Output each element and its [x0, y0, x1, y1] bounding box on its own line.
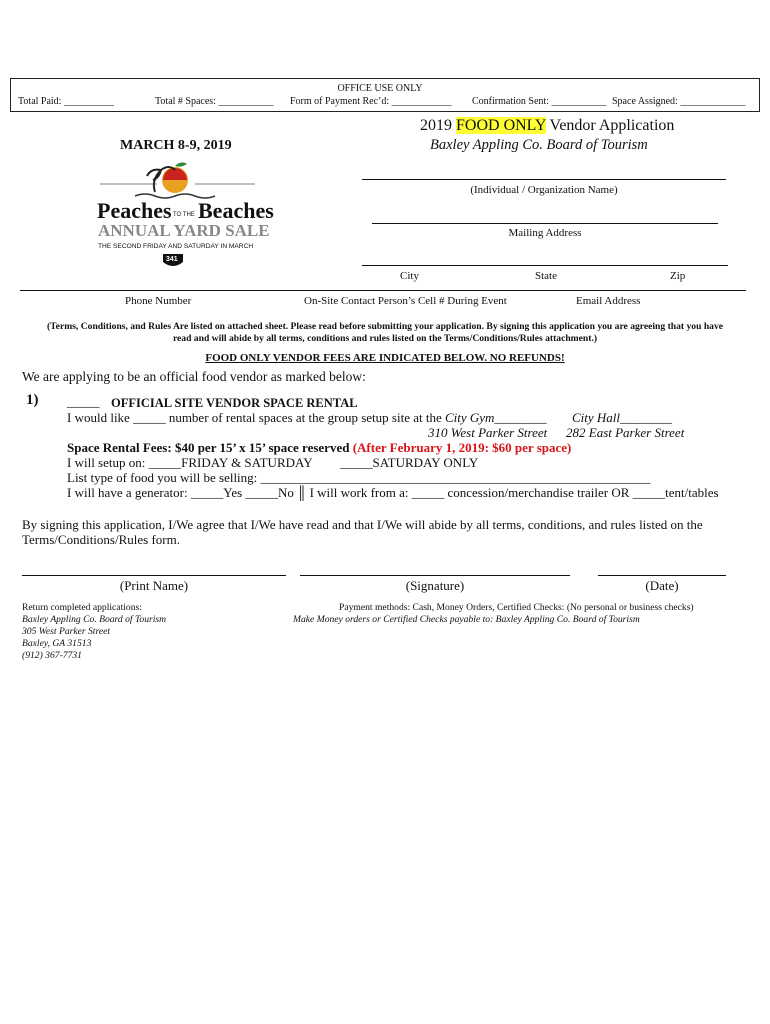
logo-tagline-text: THE SECOND FRIDAY AND SATURDAY IN MARCH [98, 243, 254, 250]
city-hall-blank[interactable]: ________ [620, 410, 673, 425]
return-city: Baxley, GA 31513 [22, 638, 92, 649]
address-label: Mailing Address [508, 227, 582, 239]
total-paid-field: Total Paid: __________ [18, 96, 114, 107]
phone-label: Phone Number [125, 295, 192, 307]
east-parker-address: 282 East Parker Street [566, 425, 685, 440]
event-date: MARCH 8-9, 2019 [120, 138, 232, 153]
section-heading: OFFICIAL SITE VENDOR SPACE RENTAL [111, 396, 358, 410]
contact-line[interactable] [20, 290, 746, 291]
city-gym-label: City Gym [444, 410, 495, 425]
page-title [420, 117, 674, 135]
city-state-zip-line[interactable] [362, 265, 728, 266]
zip-label: Zip [670, 270, 686, 282]
generator-and-setup-type[interactable]: I will have a generator: _____Yes _____No ║ I will work from a: _____ concession/merchandise trailer OR _____tent/tables [67, 485, 719, 500]
leaf-icon [175, 162, 187, 166]
address-line[interactable] [372, 223, 718, 224]
email-label: Email Address [576, 295, 641, 307]
logo-peaches-text: Peaches [97, 198, 172, 223]
print-name-line[interactable] [22, 575, 286, 576]
return-info [22, 602, 166, 662]
title-year: 2019 [420, 117, 452, 134]
onsite-contact-label: On-Site Contact Person’s Cell # During Event [304, 295, 507, 307]
section-number: 1) [26, 392, 39, 408]
signature-line[interactable] [300, 575, 570, 576]
section-checkbox-blank[interactable]: _____ [67, 394, 100, 409]
signature-label: (Signature) [405, 578, 465, 593]
late-fee-notice: (After February 1, 2019: $60 per space) [352, 440, 572, 455]
agreement-line-1: By signing this application, I/We agree that I/We have read and that I/We will abide by all terms, conditions, and rules listed on the [22, 517, 703, 532]
date-label: (Date) [645, 578, 679, 593]
setup-friday-saturday[interactable]: I will setup on: _____FRIDAY & SATURDAY [67, 455, 313, 470]
city-hall-option [572, 410, 672, 426]
terms-line-1: (Terms, Conditions, and Rules Are listed on attached sheet. Please read before submitting your application. By signing this application you are agreeing that you have [46, 321, 724, 332]
city-label: City [400, 270, 419, 282]
date-line[interactable] [598, 575, 726, 576]
space-assigned-field: Space Assigned: _____________ [612, 96, 746, 107]
setup-saturday-only[interactable]: _____SATURDAY ONLY [340, 455, 479, 470]
logo-to-the-text: TO THE [173, 212, 195, 218]
city-hall-label: City Hall [572, 410, 621, 425]
title-food-only: FOOD ONLY [456, 117, 546, 134]
apply-statement: We are applying to be an official food vendor as marked below: [22, 369, 366, 384]
print-name-label: (Print Name) [119, 578, 189, 593]
rental-fees-label: Space Rental Fees: $40 per 15’ x 15’ space reserved [67, 440, 350, 455]
payment-methods: Payment methods: Cash, Money Orders, Certified Checks: (No personal or business checks) [339, 602, 694, 613]
total-spaces-field: Total # Spaces: ___________ [155, 96, 274, 107]
return-org: Baxley Appling Co. Board of Tourism [22, 614, 167, 625]
food-type-field[interactable]: List type of food you will be selling: ____________________________________________________________ [67, 470, 651, 485]
return-phone: (912) 367-7731 [22, 650, 82, 661]
payment-payable: Make Money orders or Certified Checks payable to: Baxley Appling Co. Board of Tourism [293, 614, 640, 625]
return-label: Return completed applications: [22, 602, 142, 613]
west-parker-address: 310 West Parker Street [428, 425, 548, 440]
rental-spaces-text: I would like _____ number of rental spaces at the group setup site at the [67, 410, 442, 425]
page-subtitle: Baxley Appling Co. Board of Tourism [430, 137, 648, 153]
name-line[interactable] [362, 179, 726, 180]
rental-fees-line [67, 440, 571, 456]
state-label: State [535, 270, 557, 282]
title-rest: Vendor Application [549, 117, 675, 134]
return-street: 305 West Parker Street [22, 626, 111, 637]
route-number-text: 341 [166, 256, 178, 263]
rental-spaces-line [67, 410, 546, 426]
logo-beaches-text: Beaches [198, 198, 274, 223]
agreement-line-2: Terms/Conditions/Rules form. [22, 532, 180, 547]
name-label: (Individual / Organization Name) [470, 184, 618, 196]
form-of-payment-field: Form of Payment Rec’d: ____________ [290, 96, 452, 107]
office-use-title: OFFICE USE ONLY [337, 83, 423, 94]
fees-notice: FOOD ONLY VENDOR FEES ARE INDICATED BELOW. NO REFUNDS! [205, 352, 565, 364]
terms-line-2: read and will abide by all terms, conditions and rules listed on the Terms/Conditions/Rules attachment.) [172, 333, 598, 344]
confirmation-sent-field: Confirmation Sent: ___________ [472, 96, 607, 107]
peaches-to-beaches-logo [95, 162, 274, 272]
city-gym-blank[interactable]: ________ [494, 410, 547, 425]
logo-yard-sale-text: ANNUAL YARD SALE [98, 221, 270, 240]
